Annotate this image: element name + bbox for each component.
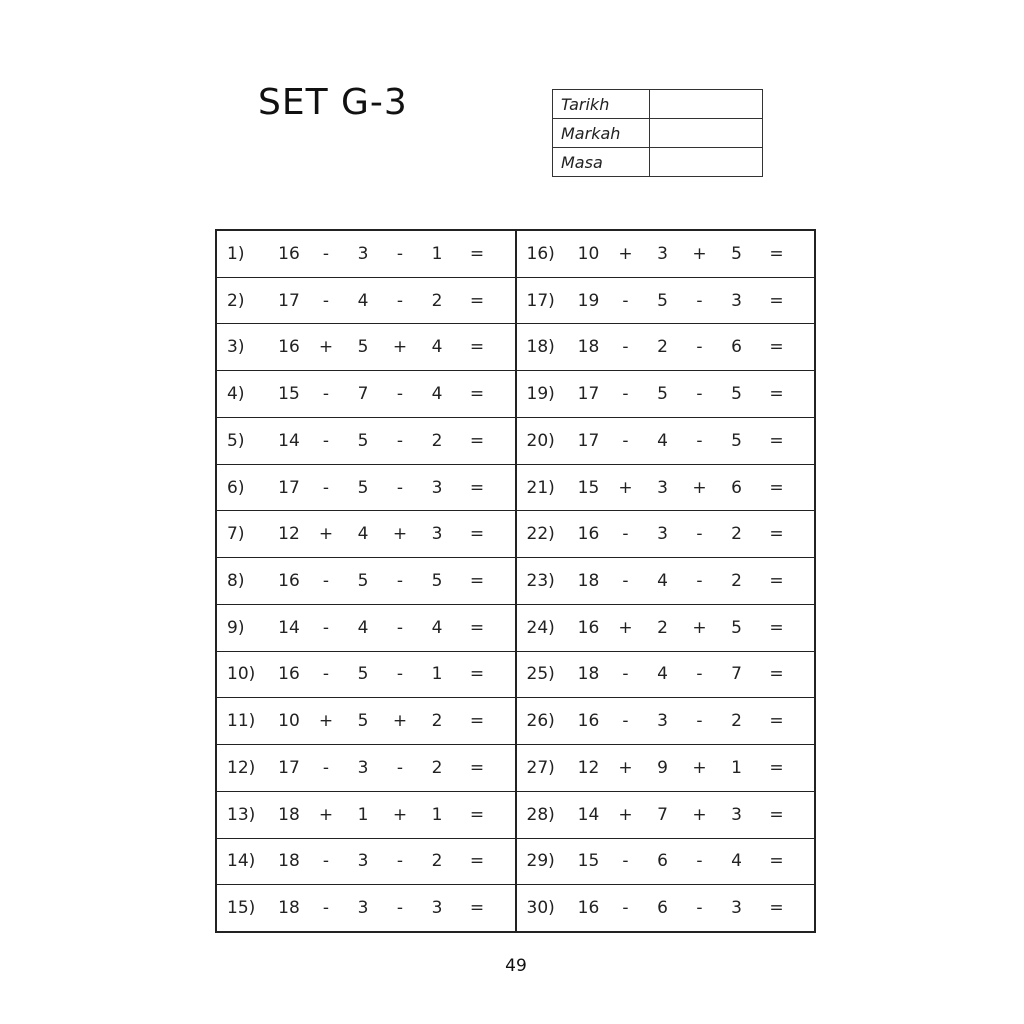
operand-second: 5 [657, 384, 668, 405]
worksheet-title: SET G-3 [258, 82, 408, 123]
operand-first: 17 [577, 384, 600, 405]
problem-number: 9) [227, 617, 245, 638]
problem-row [517, 745, 815, 792]
equals-sign: = [769, 757, 784, 778]
operator-second: - [396, 898, 404, 919]
operand-second: 9 [657, 757, 668, 778]
equals-sign: = [769, 711, 784, 732]
operand-third: 6 [731, 337, 742, 358]
problem-row [217, 839, 515, 886]
problem-number: 27) [526, 757, 555, 778]
operator-second: - [396, 477, 404, 498]
operator-first: - [622, 711, 629, 732]
info-label-score: Markah [553, 119, 650, 148]
problem-row [517, 511, 815, 558]
operand-first: 18 [278, 898, 300, 919]
problem-number: 18) [526, 337, 555, 358]
operand-second: 3 [357, 243, 369, 264]
operator-first: - [322, 384, 330, 405]
equals-sign: = [769, 851, 784, 872]
operand-third: 2 [431, 430, 443, 451]
operator-first: - [622, 337, 629, 358]
equals-sign: = [769, 617, 784, 638]
problem-row [217, 885, 515, 931]
problem-row [517, 839, 815, 886]
operator-second: - [396, 757, 404, 778]
operand-first: 15 [278, 384, 300, 405]
problem-number: 20) [526, 430, 555, 451]
operator-second: + [392, 524, 408, 545]
operator-first: - [322, 571, 330, 591]
problem-row [217, 465, 515, 512]
operand-first: 17 [577, 430, 600, 451]
operand-third: 2 [431, 290, 443, 311]
operand-second: 5 [357, 571, 369, 591]
operator-second: + [392, 804, 408, 825]
equals-sign: = [769, 571, 784, 591]
operand-first: 16 [278, 243, 300, 264]
problem-number: 19) [526, 384, 555, 405]
operand-second: 5 [357, 337, 369, 358]
operand-first: 16 [278, 337, 300, 358]
operator-first: + [618, 243, 633, 264]
operand-first: 12 [577, 757, 600, 778]
equals-sign: = [769, 243, 784, 264]
operand-third: 3 [431, 477, 443, 498]
operand-third: 5 [731, 430, 742, 451]
operator-second: - [396, 664, 404, 685]
operator-first: - [322, 477, 330, 498]
operand-third: 3 [431, 898, 443, 919]
operator-first: - [622, 430, 629, 451]
operand-first: 16 [577, 898, 600, 919]
operator-first: - [622, 898, 629, 919]
operand-second: 5 [357, 664, 369, 685]
info-row-time [553, 148, 763, 177]
operator-second: - [696, 384, 703, 405]
operator-first: - [622, 524, 629, 545]
operator-second: - [696, 430, 703, 451]
operand-first: 18 [577, 571, 600, 591]
problem-number: 22) [526, 524, 555, 545]
operand-first: 12 [278, 524, 300, 545]
equals-sign: = [469, 337, 485, 358]
problem-row [217, 605, 515, 652]
problem-row [217, 278, 515, 325]
operator-second: + [692, 804, 707, 825]
operator-second: + [692, 617, 707, 638]
operator-first: - [322, 757, 330, 778]
operand-second: 2 [657, 337, 668, 358]
operand-third: 2 [731, 711, 742, 732]
problem-row [517, 885, 815, 931]
equals-sign: = [769, 337, 784, 358]
problem-row [517, 558, 815, 605]
operator-first: - [622, 384, 629, 405]
info-value-score[interactable] [650, 119, 763, 148]
operand-third: 5 [731, 243, 742, 264]
operator-first: + [618, 617, 633, 638]
problem-number: 3) [227, 337, 245, 358]
operand-first: 10 [278, 711, 300, 732]
operator-first: - [322, 898, 330, 919]
operator-second: + [392, 337, 408, 358]
problem-column-right [517, 231, 815, 931]
problem-row [517, 792, 815, 839]
operand-third: 1 [431, 243, 443, 264]
operand-third: 5 [731, 384, 742, 405]
operand-second: 4 [357, 617, 369, 638]
operator-second: - [696, 711, 703, 732]
operator-first: - [622, 571, 629, 591]
problem-number: 26) [526, 711, 555, 732]
operator-second: - [396, 851, 404, 872]
operand-first: 14 [577, 804, 600, 825]
operand-third: 4 [731, 851, 742, 872]
operand-third: 3 [731, 898, 742, 919]
operand-third: 6 [731, 477, 742, 498]
operand-second: 5 [357, 477, 369, 498]
equals-sign: = [469, 851, 485, 872]
operand-first: 14 [278, 430, 300, 451]
problem-number: 8) [227, 571, 245, 591]
info-row-date [553, 90, 763, 119]
equals-sign: = [769, 804, 784, 825]
equals-sign: = [469, 664, 485, 685]
problem-number: 29) [526, 851, 555, 872]
operator-first: + [318, 711, 334, 732]
problem-number: 11) [227, 711, 256, 732]
equals-sign: = [469, 617, 485, 638]
operator-second: - [396, 571, 404, 591]
operator-first: - [622, 290, 629, 311]
operand-second: 5 [357, 430, 369, 451]
equals-sign: = [769, 524, 784, 545]
operand-first: 10 [577, 243, 600, 264]
operator-second: + [692, 243, 707, 264]
operand-third: 2 [431, 851, 443, 872]
equals-sign: = [469, 243, 485, 264]
operand-third: 2 [731, 571, 742, 591]
operand-first: 18 [577, 337, 600, 358]
problem-row [217, 371, 515, 418]
operand-third: 3 [431, 524, 443, 545]
problem-row [517, 605, 815, 652]
equals-sign: = [469, 477, 485, 498]
problem-grid [215, 229, 816, 933]
problem-number: 14) [227, 851, 256, 872]
problem-number: 23) [526, 571, 555, 591]
problem-row [217, 558, 515, 605]
problem-row [517, 278, 815, 325]
operand-third: 1 [431, 804, 443, 825]
operand-second: 7 [357, 384, 369, 405]
problem-number: 5) [227, 430, 245, 451]
problem-number: 2) [227, 290, 245, 311]
operator-second: - [396, 430, 404, 451]
operand-second: 3 [657, 477, 668, 498]
operand-second: 3 [357, 898, 369, 919]
operator-second: - [696, 524, 703, 545]
operand-third: 4 [431, 384, 443, 405]
operand-first: 16 [278, 571, 300, 591]
operator-first: + [318, 337, 334, 358]
operator-first: + [618, 757, 633, 778]
operator-second: - [396, 384, 404, 405]
page-number: 49 [505, 956, 527, 976]
problem-number: 21) [526, 477, 555, 498]
operand-second: 3 [357, 757, 369, 778]
problem-row [217, 511, 515, 558]
operand-first: 15 [577, 851, 600, 872]
operator-first: - [322, 290, 330, 311]
equals-sign: = [469, 571, 485, 591]
operand-second: 3 [657, 243, 668, 264]
operator-second: - [396, 243, 404, 264]
operator-second: - [696, 290, 703, 311]
operand-second: 3 [357, 851, 369, 872]
equals-sign: = [469, 757, 485, 778]
operand-third: 5 [731, 617, 742, 638]
problem-number: 13) [227, 804, 256, 825]
equals-sign: = [769, 477, 784, 498]
operand-third: 7 [731, 664, 742, 685]
operator-first: + [318, 524, 334, 545]
operator-first: + [618, 804, 633, 825]
info-value-date[interactable] [650, 90, 763, 119]
operand-first: 16 [577, 617, 600, 638]
operand-first: 17 [278, 477, 300, 498]
problem-row [217, 698, 515, 745]
operand-third: 3 [731, 290, 742, 311]
problem-number: 30) [526, 898, 555, 919]
equals-sign: = [469, 804, 485, 825]
problem-row [217, 418, 515, 465]
operand-second: 1 [357, 804, 369, 825]
problem-column-left [217, 231, 517, 931]
operator-second: - [696, 337, 703, 358]
info-row-score [553, 119, 763, 148]
equals-sign: = [769, 898, 784, 919]
operand-first: 18 [278, 804, 300, 825]
operator-second: - [696, 664, 703, 685]
operator-second: - [396, 617, 404, 638]
equals-sign: = [769, 664, 784, 685]
operand-third: 3 [731, 804, 742, 825]
problem-number: 1) [227, 243, 245, 264]
info-value-time[interactable] [650, 148, 763, 177]
equals-sign: = [469, 430, 485, 451]
operand-third: 5 [431, 571, 443, 591]
problem-row [217, 745, 515, 792]
operand-first: 16 [278, 664, 300, 685]
operand-second: 5 [657, 290, 668, 311]
problem-number: 25) [526, 664, 555, 685]
operator-second: + [392, 711, 408, 732]
operator-first: - [322, 243, 330, 264]
operand-first: 16 [577, 711, 600, 732]
operand-second: 6 [657, 851, 668, 872]
operand-first: 15 [577, 477, 600, 498]
operator-first: + [318, 804, 334, 825]
operator-first: + [618, 477, 633, 498]
problem-row [217, 652, 515, 699]
problem-row [517, 371, 815, 418]
problem-row [517, 418, 815, 465]
operand-third: 2 [731, 524, 742, 545]
problem-number: 6) [227, 477, 245, 498]
info-label-time: Masa [553, 148, 650, 177]
operator-first: - [622, 664, 629, 685]
operand-third: 2 [431, 711, 443, 732]
problem-number: 17) [526, 290, 555, 311]
operand-second: 6 [657, 898, 668, 919]
problem-row [217, 231, 515, 278]
equals-sign: = [469, 384, 485, 405]
info-table [552, 89, 763, 177]
info-label-date: Tarikh [553, 90, 650, 119]
operator-second: - [396, 290, 404, 311]
problem-number: 24) [526, 617, 555, 638]
operator-first: - [322, 851, 330, 872]
operand-first: 18 [278, 851, 300, 872]
operand-second: 4 [657, 664, 668, 685]
operator-second: + [692, 757, 707, 778]
operator-second: - [696, 571, 703, 591]
operator-second: + [692, 477, 707, 498]
equals-sign: = [769, 430, 784, 451]
operand-second: 4 [357, 290, 369, 311]
operand-third: 1 [431, 664, 443, 685]
equals-sign: = [769, 384, 784, 405]
operand-second: 5 [357, 711, 369, 732]
operator-first: - [322, 664, 330, 685]
problem-row [517, 465, 815, 512]
problem-row [517, 324, 815, 371]
operand-second: 3 [657, 711, 668, 732]
problem-number: 15) [227, 898, 256, 919]
operator-first: - [322, 430, 330, 451]
operator-second: - [696, 851, 703, 872]
operand-second: 4 [657, 571, 668, 591]
equals-sign: = [469, 290, 485, 311]
operand-first: 19 [577, 290, 600, 311]
problem-number: 16) [526, 243, 555, 264]
problem-row [217, 792, 515, 839]
operand-second: 3 [657, 524, 668, 545]
problem-number: 10) [227, 664, 256, 685]
operator-first: - [622, 851, 629, 872]
operand-first: 18 [577, 664, 600, 685]
equals-sign: = [469, 524, 485, 545]
operand-third: 4 [431, 617, 443, 638]
operand-second: 7 [657, 804, 668, 825]
problem-number: 28) [526, 804, 555, 825]
operand-first: 14 [278, 617, 300, 638]
problem-row [217, 324, 515, 371]
operand-first: 16 [577, 524, 600, 545]
operator-first: - [322, 617, 330, 638]
equals-sign: = [769, 290, 784, 311]
operand-third: 1 [731, 757, 742, 778]
operand-third: 2 [431, 757, 443, 778]
operand-second: 4 [357, 524, 369, 545]
operand-second: 2 [657, 617, 668, 638]
equals-sign: = [469, 898, 485, 919]
equals-sign: = [469, 711, 485, 732]
operand-first: 17 [278, 290, 300, 311]
operand-second: 4 [657, 430, 668, 451]
problem-number: 12) [227, 757, 256, 778]
problem-row [517, 698, 815, 745]
problem-number: 4) [227, 384, 245, 405]
problem-row [517, 652, 815, 699]
operand-third: 4 [431, 337, 443, 358]
problem-row [517, 231, 815, 278]
operator-second: - [696, 898, 703, 919]
problem-number: 7) [227, 524, 245, 545]
operand-first: 17 [278, 757, 300, 778]
